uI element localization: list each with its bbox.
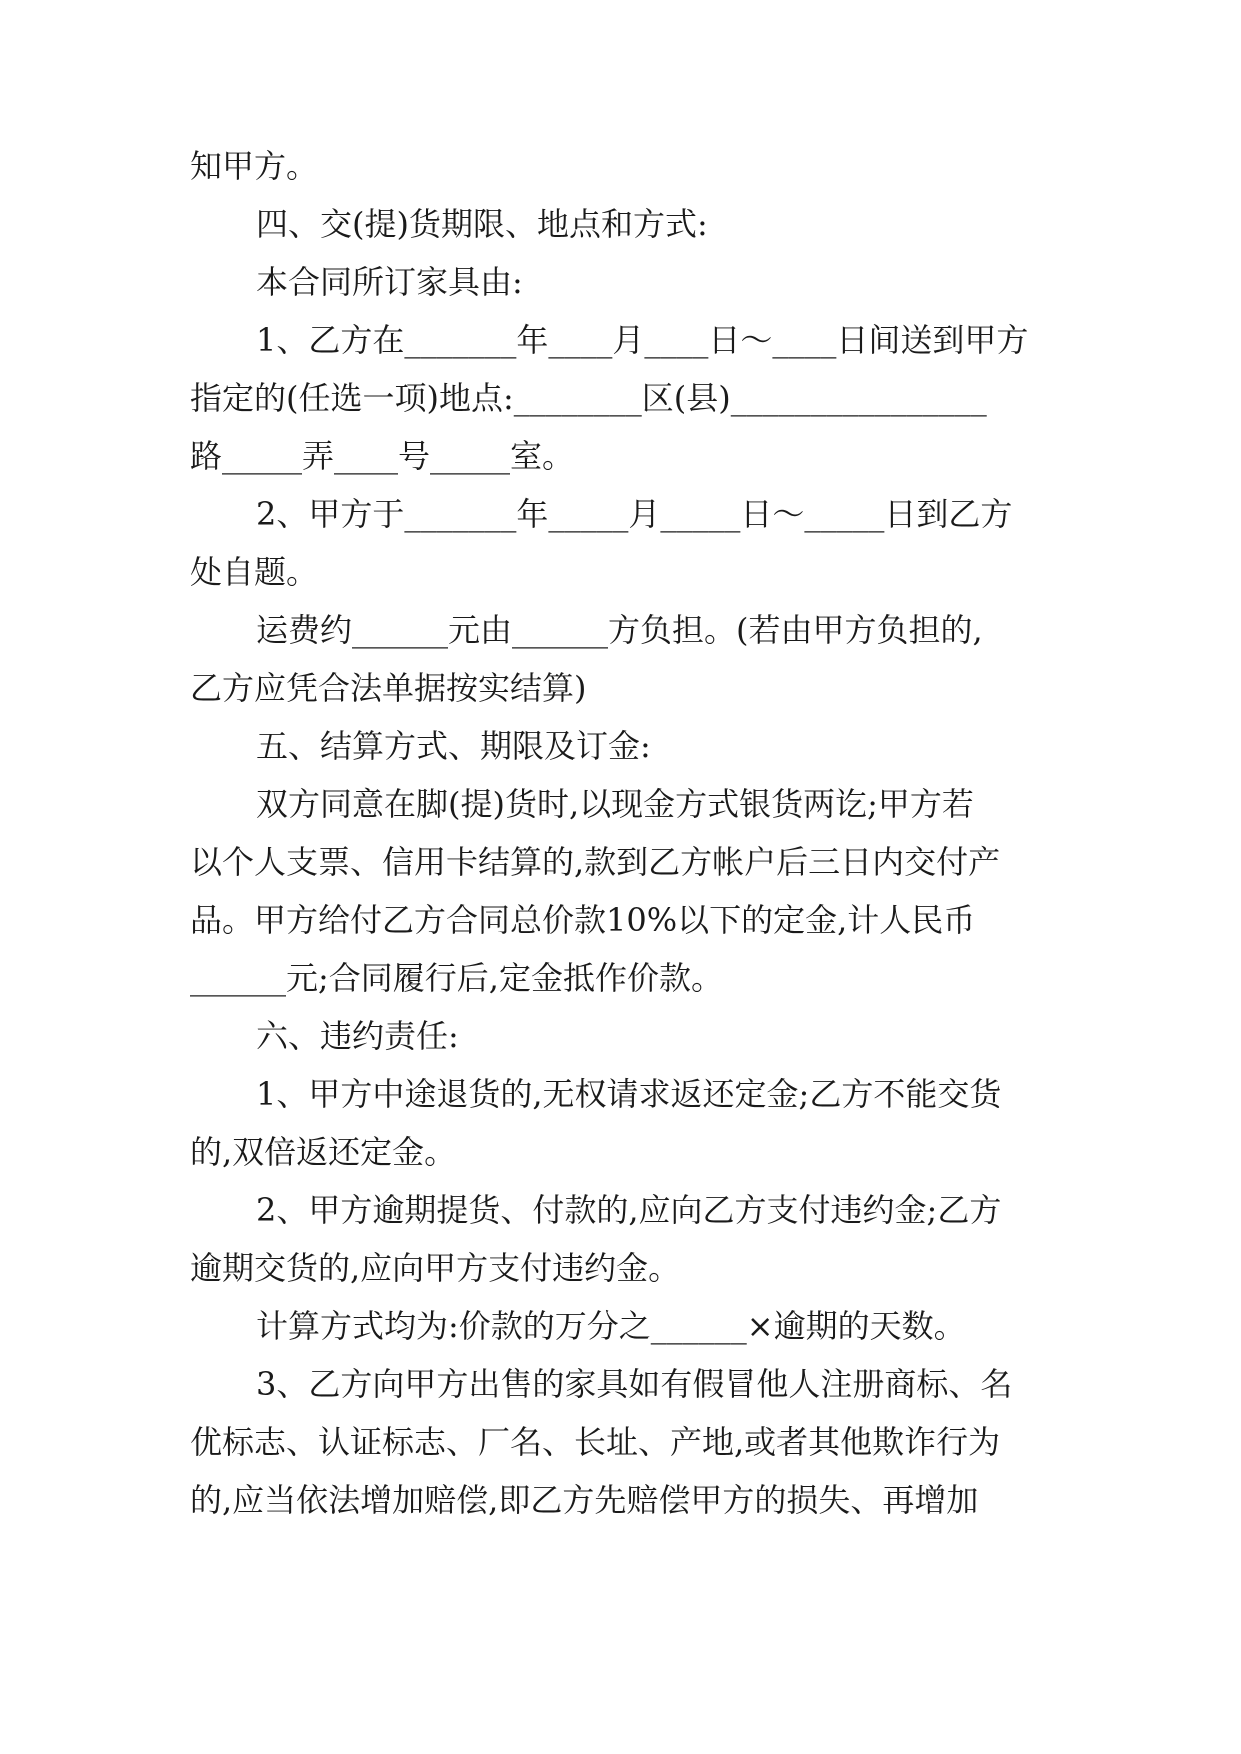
section-heading: 五、结算方式、期限及订金: (256, 727, 651, 765)
text-line: 路_____弄____号_____室。 (190, 437, 575, 475)
text-line: 2、甲方逾期提货、付款的,应向乙方支付违约金;乙方 (256, 1191, 1002, 1229)
text-line: 2、甲方于_______年_____月_____日～_____日到乙方 (256, 495, 1013, 533)
text-line: 以个人支票、信用卡结算的,款到乙方帐户后三日内交付产 (190, 843, 1001, 881)
text-line: 本合同所订家具由: (256, 263, 523, 301)
text-line: 知甲方。 (190, 147, 319, 185)
section-heading: 六、违约责任: (256, 1017, 459, 1055)
text-line: 指定的(任选一项)地点:________区(县)________________ (190, 379, 987, 417)
text-line: 1、乙方在_______年____月____日～____日间送到甲方 (256, 321, 1029, 359)
text-line: 品。甲方给付乙方合同总价款10%以下的定金,计人民币 (190, 901, 976, 939)
text-line: 的,应当依法增加赔偿,即乙方先赔偿甲方的损失、再增加 (190, 1481, 979, 1519)
text-line: 运费约______元由______方负担。(若由甲方负担的, (256, 611, 983, 649)
text-line: 1、甲方中途退货的,无权请求返还定金;乙方不能交货 (256, 1075, 1002, 1113)
text-line: 3、乙方向甲方出售的家具如有假冒他人注册商标、名 (256, 1365, 1013, 1403)
text-line: 计算方式均为:价款的万分之______×逾期的天数。 (256, 1307, 966, 1345)
text-line: 乙方应凭合法单据按实结算) (190, 669, 587, 707)
text-line: ______元;合同履行后,定金抵作价款。 (190, 959, 723, 997)
text-line: 的,双倍返还定金。 (190, 1133, 457, 1171)
text-line: 优标志、认证标志、厂名、长址、产地,或者其他欺诈行为 (190, 1423, 1001, 1461)
text-line: 双方同意在脚(提)货时,以现金方式银货两讫;甲方若 (256, 785, 974, 823)
section-heading: 四、交(提)货期限、地点和方式: (256, 205, 708, 243)
text-line: 逾期交货的,应向甲方支付违约金。 (190, 1249, 681, 1287)
text-line: 处自题。 (190, 553, 319, 591)
